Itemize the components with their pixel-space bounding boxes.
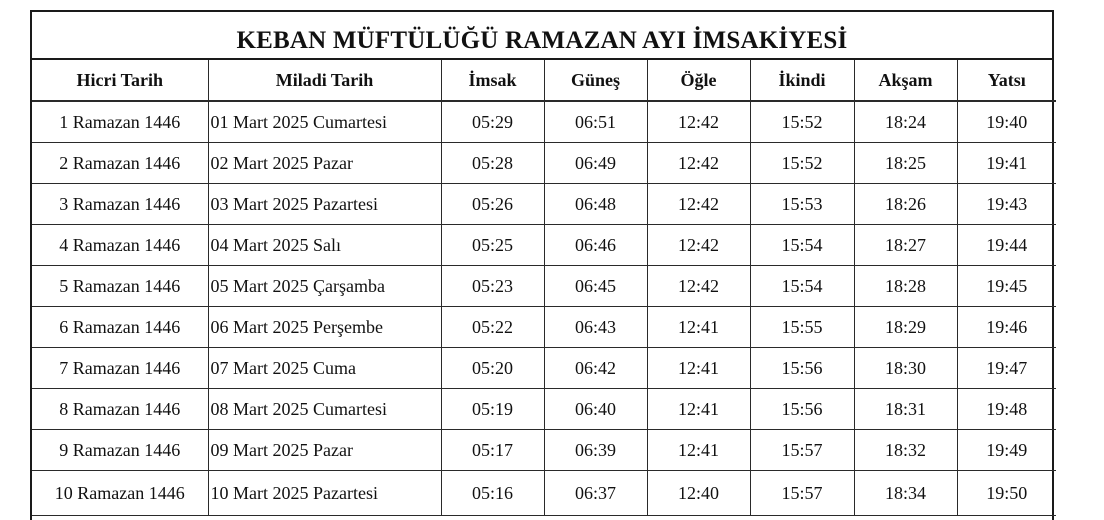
cell-ikindi: 15:52 — [750, 143, 854, 184]
cell-gunes: 06:40 — [544, 389, 647, 430]
cell-miladi: 02 Mart 2025 Pazar — [208, 143, 441, 184]
cell-yatsi: 19:41 — [957, 143, 1056, 184]
cell-hicri: 5 Ramazan 1446 — [32, 266, 208, 307]
table-row — [32, 348, 1056, 389]
cell-hicri: 4 Ramazan 1446 — [32, 225, 208, 266]
cell-miladi: 03 Mart 2025 Pazartesi — [208, 184, 441, 225]
cell-hicri: 1 Ramazan 1446 — [32, 101, 208, 143]
column-header-gunes: Güneş — [544, 60, 647, 101]
cell-aksam: 18:25 — [854, 143, 957, 184]
cell-yatsi: 19:44 — [957, 225, 1056, 266]
cell-gunes: 06:43 — [544, 307, 647, 348]
cell-ogle: 12:42 — [647, 143, 750, 184]
cell-aksam: 18:27 — [854, 225, 957, 266]
cell-imsak: 05:23 — [441, 266, 544, 307]
cell-ikindi: 15:55 — [750, 307, 854, 348]
cell-aksam: 18:31 — [854, 389, 957, 430]
cell-miladi: 09 Mart 2025 Pazar — [208, 430, 441, 471]
cell-hicri: 7 Ramazan 1446 — [32, 348, 208, 389]
cell-ogle: 12:42 — [647, 184, 750, 225]
cell-yatsi: 19:50 — [957, 471, 1056, 516]
cell-imsak: 05:22 — [441, 307, 544, 348]
cell-gunes: 06:42 — [544, 348, 647, 389]
cell-ikindi: 15:54 — [750, 266, 854, 307]
cell-yatsi: 19:40 — [957, 101, 1056, 143]
table-row — [32, 184, 1056, 225]
table-row — [32, 143, 1056, 184]
table-row — [32, 430, 1056, 471]
cell-aksam: 18:30 — [854, 348, 957, 389]
cell-ikindi: 15:53 — [750, 184, 854, 225]
cell-miladi: 10 Mart 2025 Pazartesi — [208, 471, 441, 516]
cell-yatsi: 19:43 — [957, 184, 1056, 225]
page-title: KEBAN MÜFTÜLÜĞÜ RAMAZAN AYI İMSAKİYESİ — [32, 12, 1052, 60]
cell-imsak: 05:29 — [441, 101, 544, 143]
cell-gunes: 06:49 — [544, 143, 647, 184]
cell-gunes: 06:39 — [544, 430, 647, 471]
cell-ikindi: 15:54 — [750, 225, 854, 266]
cell-hicri: 10 Ramazan 1446 — [32, 471, 208, 516]
cell-imsak: 05:17 — [441, 430, 544, 471]
cell-ikindi: 15:57 — [750, 471, 854, 516]
cell-miladi: 08 Mart 2025 Cumartesi — [208, 389, 441, 430]
cell-ogle: 12:42 — [647, 101, 750, 143]
cell-hicri: 3 Ramazan 1446 — [32, 184, 208, 225]
cell-gunes: 06:45 — [544, 266, 647, 307]
cell-imsak: 05:26 — [441, 184, 544, 225]
cell-hicri: 2 Ramazan 1446 — [32, 143, 208, 184]
cell-imsak: 05:19 — [441, 389, 544, 430]
cell-ikindi: 15:56 — [750, 348, 854, 389]
column-header-ikindi: İkindi — [750, 60, 854, 101]
cell-ogle: 12:42 — [647, 266, 750, 307]
cell-yatsi: 19:45 — [957, 266, 1056, 307]
cell-imsak: 05:25 — [441, 225, 544, 266]
cell-aksam: 18:32 — [854, 430, 957, 471]
table-row — [32, 307, 1056, 348]
cell-gunes: 06:48 — [544, 184, 647, 225]
cell-ogle: 12:41 — [647, 389, 750, 430]
cell-imsak: 05:20 — [441, 348, 544, 389]
cell-aksam: 18:28 — [854, 266, 957, 307]
cell-ogle: 12:41 — [647, 430, 750, 471]
table-row — [32, 471, 1056, 516]
table-row — [32, 266, 1056, 307]
cell-miladi: 07 Mart 2025 Cuma — [208, 348, 441, 389]
cell-hicri: 8 Ramazan 1446 — [32, 389, 208, 430]
cell-imsak: 05:16 — [441, 471, 544, 516]
cell-miladi: 05 Mart 2025 Çarşamba — [208, 266, 441, 307]
cell-hicri: 9 Ramazan 1446 — [32, 430, 208, 471]
table-header — [32, 60, 1056, 101]
cell-imsak: 05:28 — [441, 143, 544, 184]
column-header-hicri: Hicri Tarih — [32, 60, 208, 101]
prayer-times-table — [32, 60, 1056, 516]
cell-ogle: 12:41 — [647, 348, 750, 389]
cell-miladi: 01 Mart 2025 Cumartesi — [208, 101, 441, 143]
cell-ikindi: 15:57 — [750, 430, 854, 471]
cell-yatsi: 19:48 — [957, 389, 1056, 430]
cell-gunes: 06:37 — [544, 471, 647, 516]
header-row — [32, 60, 1056, 101]
cell-ogle: 12:40 — [647, 471, 750, 516]
cell-aksam: 18:34 — [854, 471, 957, 516]
cell-yatsi: 19:47 — [957, 348, 1056, 389]
table-body — [32, 101, 1056, 516]
cell-ikindi: 15:56 — [750, 389, 854, 430]
column-header-yatsi: Yatsı — [957, 60, 1056, 101]
cell-miladi: 04 Mart 2025 Salı — [208, 225, 441, 266]
cell-gunes: 06:51 — [544, 101, 647, 143]
column-header-miladi: Miladi Tarih — [208, 60, 441, 101]
cell-ogle: 12:42 — [647, 225, 750, 266]
cell-aksam: 18:24 — [854, 101, 957, 143]
cell-aksam: 18:26 — [854, 184, 957, 225]
cell-aksam: 18:29 — [854, 307, 957, 348]
cell-yatsi: 19:46 — [957, 307, 1056, 348]
imsakiye-sheet — [30, 10, 1054, 520]
cell-ogle: 12:41 — [647, 307, 750, 348]
column-header-aksam: Akşam — [854, 60, 957, 101]
column-header-imsak: İmsak — [441, 60, 544, 101]
table-row — [32, 101, 1056, 143]
cell-miladi: 06 Mart 2025 Perşembe — [208, 307, 441, 348]
table-row — [32, 389, 1056, 430]
table-row — [32, 225, 1056, 266]
cell-hicri: 6 Ramazan 1446 — [32, 307, 208, 348]
cell-ikindi: 15:52 — [750, 101, 854, 143]
cell-gunes: 06:46 — [544, 225, 647, 266]
cell-yatsi: 19:49 — [957, 430, 1056, 471]
column-header-ogle: Öğle — [647, 60, 750, 101]
